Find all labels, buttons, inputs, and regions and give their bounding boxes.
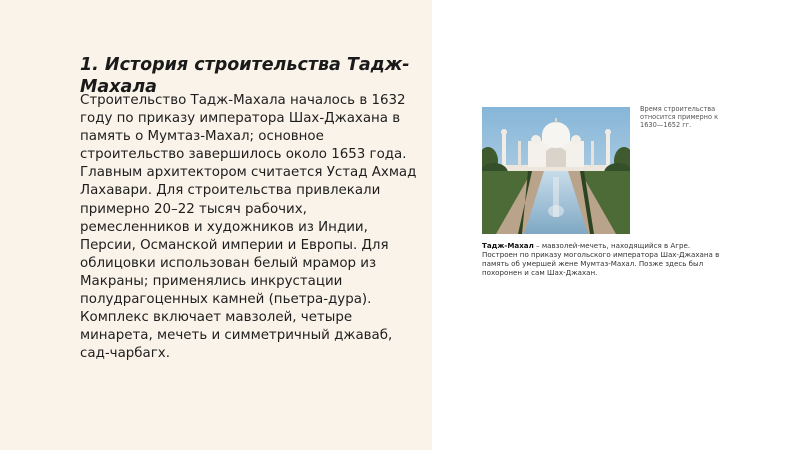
taj-mahal-photo <box>482 107 630 234</box>
caption-text: – мавзолей-мечеть, находящийся в Агре. Построен по приказу могольского императора Шах-Джахана в память об умершей жене Мумтаз-Махал. Позже здесь был похоронен и сам Шах-Джахан. <box>482 241 720 277</box>
caption-title: Тадж-Махал <box>482 241 534 250</box>
image-caption <box>482 241 720 286</box>
image-side-caption: Время строительства относится примерно к 1630—1652 гг. <box>640 105 719 130</box>
slide-body-text: Строительство Тадж-Махала началось в 1632 году по приказу императора Шах-Джахана в память о Мумтаз-Махал; основное строительство завершилось около 1653 года. Главным архитектором считается Устад Ахмад Лахавари. Для строительства привлекали примерно 20–22 тысяч рабочих, ремесленников и художников из Индии, Персии, Османской империи и Европы. Для облицовки использован белый мрамор из Макраны; применялись инкрустации полудрагоценных камней (пьетра-дура). Комплекс включает мавзолей, четыре минарета, мечеть и симметричный джаваб, сад-чарбагх. <box>80 93 417 362</box>
slide-heading: 1. История строительства Тадж-Махала <box>80 55 410 97</box>
